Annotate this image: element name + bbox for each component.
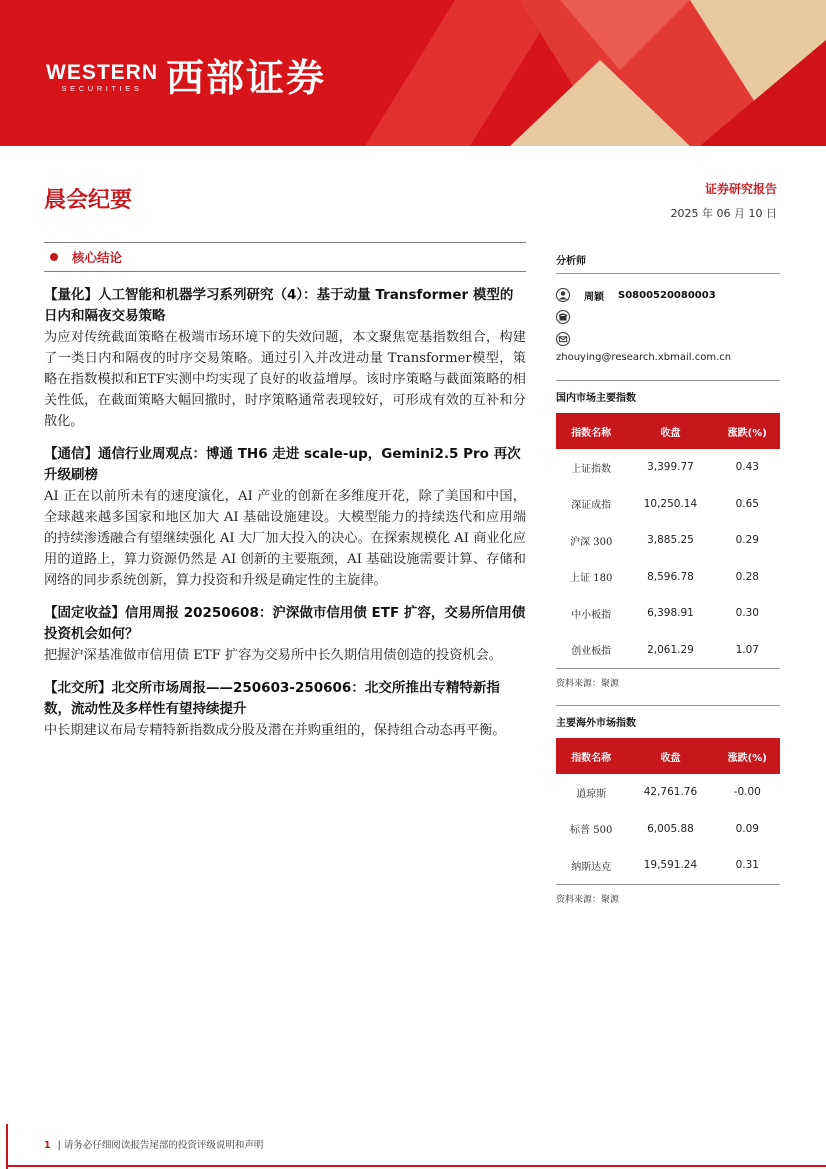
index-change: 0.43 — [735, 461, 759, 474]
index-change: 0.28 — [735, 570, 759, 583]
table-header-row — [556, 413, 780, 449]
analyst-name: 周颖 — [584, 291, 604, 303]
table-row — [556, 449, 780, 486]
index-change: 1.07 — [735, 643, 759, 656]
analyst-cert: S0800520080003 — [618, 289, 716, 301]
index-name: 纳斯达克 — [571, 861, 612, 873]
index-close: 3,399.77 — [647, 461, 694, 474]
logo-chinese: 西部证券 — [166, 56, 327, 100]
domestic-source-note: 资料来源：聚源 — [556, 668, 780, 689]
index-close: 6,398.91 — [647, 607, 694, 620]
col-header-change: 涨跌(%) — [715, 738, 780, 774]
index-change: 0.65 — [735, 497, 759, 510]
index-change: -0.00 — [733, 786, 761, 799]
brand-logo — [46, 56, 326, 100]
logo-english — [46, 62, 158, 94]
overseas-index-title: 主要海外市场指数 — [556, 705, 780, 729]
index-name: 深证成指 — [571, 500, 612, 512]
section-title: 【通信】通信行业周观点：博通 TH6 走进 scale-up，Gemini2.5 Pro 再次升级刷榜 — [44, 446, 521, 483]
table-row — [556, 522, 780, 559]
mail-icon — [556, 332, 570, 346]
table-row — [556, 632, 780, 669]
index-name: 创业板指 — [571, 646, 612, 658]
index-close: 8,596.78 — [647, 570, 694, 583]
table-row — [556, 559, 780, 596]
core-conclusion-header — [44, 242, 526, 272]
index-close: 2,061.29 — [647, 643, 694, 656]
report-type: 证券研究报告 — [704, 182, 777, 196]
document-type-title: 晨会纪要 — [44, 187, 133, 213]
table-row — [556, 595, 780, 632]
analyst-email[interactable]: zhouying@research.xbmail.com.cn — [556, 351, 732, 363]
index-change: 0.30 — [735, 607, 759, 620]
logo-en-main: WESTERN — [46, 61, 158, 84]
main-content — [44, 242, 526, 741]
section-title: 【固定收益】信用周报 20250608：沪深做市信用债 ETF 扩容，交易所信用债投资机会如何？ — [44, 605, 526, 642]
index-close: 6,005.88 — [647, 822, 694, 835]
index-change: 0.09 — [735, 822, 759, 835]
col-header-close: 收盘 — [626, 413, 714, 449]
section-body: AI 正在以前所未有的速度演化，AI 产业的创新在多维度开花，除了美国和中国，全球越来越多国家和地区加大 AI 基础设施建设。大模型能力的持续迭代和应用端的持续渗透融合有望继续强化 AI 大厂加大投入的决心。在探索规模化 AI 商业化应用的道路上，算力资源仍然是 AI 创新的主要瓶颈，AI 基础设施需要计算、存储和网络的同步系统创新，算力投资和升级是确定性的主旋律。 — [44, 489, 526, 588]
report-date: 2025 年 06 月 10 日 — [670, 207, 777, 220]
analyst-label: 分析师 — [556, 256, 586, 267]
table-header-row — [556, 738, 780, 774]
table-row — [556, 811, 780, 848]
domestic-index-title: 国内市场主要指数 — [556, 380, 780, 404]
index-close: 3,885.25 — [647, 534, 694, 547]
index-name: 上证指数 — [571, 463, 612, 475]
table-row — [556, 847, 780, 884]
phone-icon — [556, 310, 570, 324]
section-title: 【北交所】北交所市场周报——250603-250606：北交所推出专精特新指数，流动性及多样性有望持续提升 — [44, 680, 500, 717]
core-conclusion-title: 核心结论 — [72, 250, 123, 265]
page-footer — [44, 1137, 263, 1151]
section-body: 为应对传统截面策略在极端市场环境下的失效问题，本文聚焦宽基指数组合，构建了一类日内和隔夜的时序交易策略。通过引入并改进动量 Transformer模型，策略在指数模拟和ETF实测中均实现了良好的收益增厚。该时序策略与截面策略的相关性低，在截面策略大幅回撤时，时序策略通常表现较好，可形成有效的互补和分散化。 — [44, 330, 526, 429]
overseas-source-note: 资料来源：聚源 — [556, 884, 780, 905]
analyst-name-row — [556, 284, 780, 306]
header-banner — [0, 0, 826, 146]
col-header-name: 指数名称 — [556, 413, 626, 449]
index-close: 10,250.14 — [643, 497, 698, 510]
index-close: 42,761.76 — [643, 786, 698, 799]
person-icon — [556, 288, 570, 302]
page-number: 1 — [44, 1140, 51, 1151]
footer-disclaimer: | 请务必仔细阅读报告尾部的投资评级说明和声明 — [57, 1140, 264, 1151]
section-body: 把握沪深基准做市信用债 ETF 扩容为交易所中长久期信用债创造的投资机会。 — [44, 648, 502, 663]
col-header-change: 涨跌(%) — [715, 413, 780, 449]
index-close: 19,591.24 — [643, 859, 698, 872]
sidebar — [556, 252, 780, 905]
col-header-name: 指数名称 — [556, 738, 626, 774]
bullet-dot-icon — [50, 253, 58, 261]
col-header-close: 收盘 — [626, 738, 714, 774]
domestic-index-table — [556, 413, 780, 668]
table-row — [556, 774, 780, 811]
logo-en-sub: SECURITIES — [61, 84, 143, 93]
section-body: 中长期建议布局专精特新指数成分股及潜在并购重组的，保持组合动态再平衡。 — [44, 723, 506, 738]
section-title: 【量化】人工智能和机器学习系列研究（4）：基于动量 Transformer 模型的日内和隔夜交易策略 — [44, 287, 514, 324]
footer-accent-line — [6, 1124, 8, 1169]
index-name: 道琼斯 — [576, 788, 607, 800]
analyst-phone-row — [556, 306, 780, 328]
index-name: 上证 180 — [570, 573, 613, 585]
index-name: 中小板指 — [571, 609, 612, 621]
analyst-email-text-row — [556, 346, 780, 368]
index-name: 沪深 300 — [570, 536, 613, 548]
index-change: 0.31 — [735, 859, 759, 872]
index-name: 标普 500 — [570, 825, 613, 837]
table-row — [556, 486, 780, 523]
index-change: 0.29 — [735, 534, 759, 547]
footer-bottom-line — [6, 1165, 826, 1167]
analyst-block — [556, 273, 780, 368]
overseas-index-table — [556, 738, 780, 884]
